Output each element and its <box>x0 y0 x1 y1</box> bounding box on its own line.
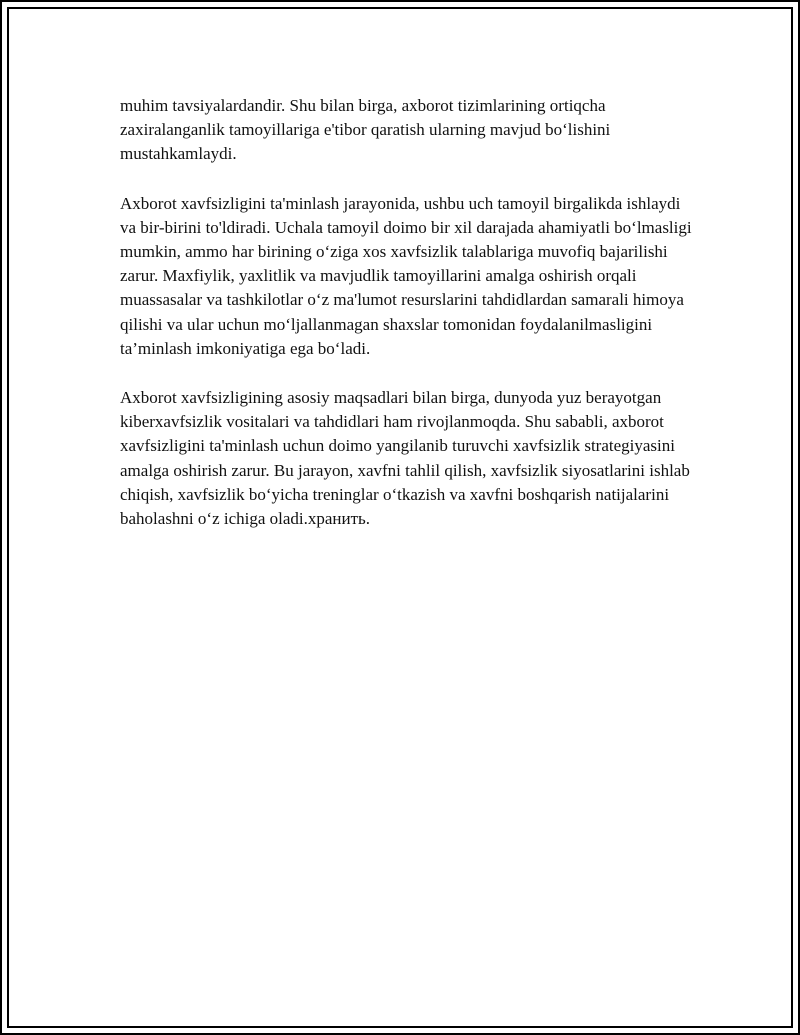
paragraph-2: Axborot xavfsizligini ta'minlash jarayonida, ushbu uch tamoyil birgalikda ishlaydi va bir-birini to'ldiradi. Uchala tamoyil doimo bir xil darajada ahamiyatli bo‘lmasligi mumkin, ammo har birining o‘ziga xos xavfsizlik talablariga muvofiq bajarilishi zarur. Maxfiylik, yaxlitlik va mavjudlik tamoyillarini amalga oshirish orqali muassasalar va tashkilotlar o‘z ma'lumot resurslarini tahdidlardan samarali himoya qilishi va ular uchun mo‘ljallanmagan shaxslar tomonidan foydalanilmasligini ta’minlash imkoniyatiga ega bo‘ladi. <box>120 193 692 358</box>
paragraph-3: Axborot xavfsizligining asosiy maqsadlari bilan birga, dunyoda yuz berayotgan kiberxavfsizlik vositalari va tahdidlari ham rivojlanmoqda. Shu sababli, axborot xavfsizligini ta'minlash uchun doimo yangilanib turuvchi xavfsizlik strategiyasini amalga oshirish zarur. Bu jarayon, xavfni tahlil qilish, xavfsizlik siyosatlarini ishlab chiqish, xavfsizlik bo‘yicha treninglar o‘tkazish va xavfni boshqarish natijalarini baholashni o‘z ichiga oladi.хранить. <box>120 388 690 529</box>
document-body <box>120 94 700 556</box>
paragraph-1: muhim tavsiyalardandir. Shu bilan birga, axborot tizimlarining ortiqcha zaxiralanganlik tamoyillariga e'tibor qaratish ularning mavjud bo‘lishini mustahkamlaydi. <box>120 96 611 164</box>
